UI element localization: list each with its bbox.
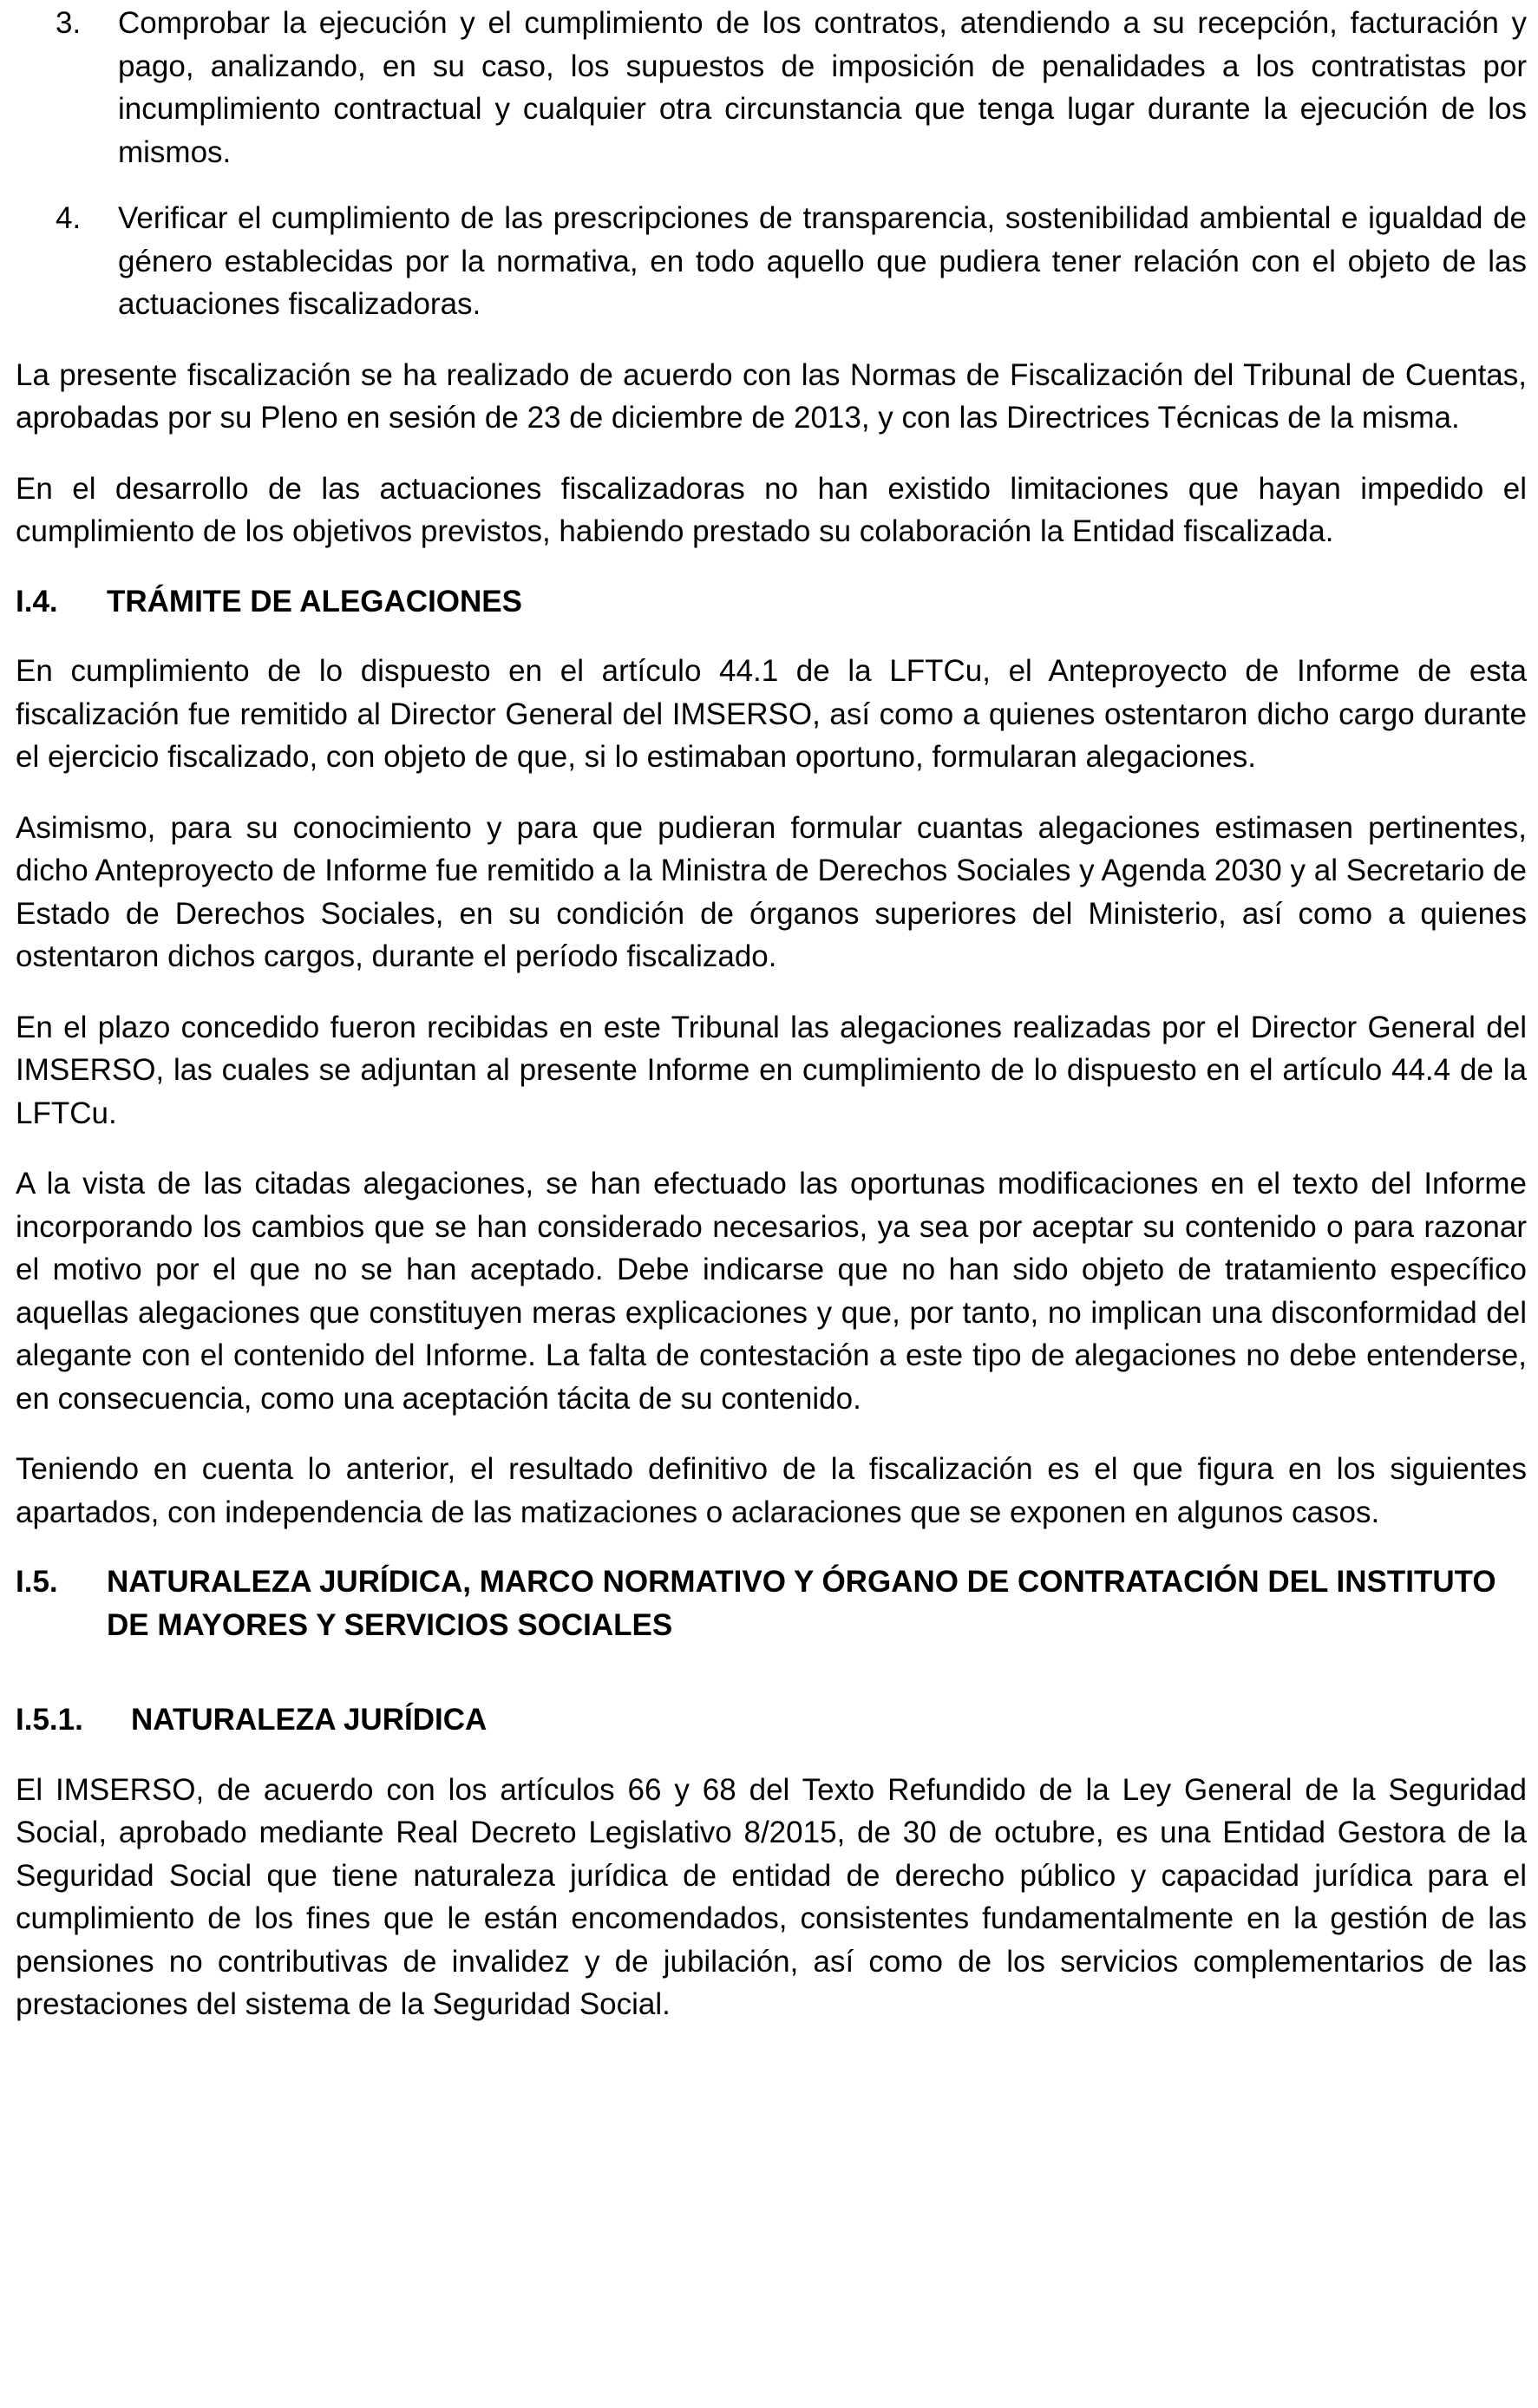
- document-page: [16, 0, 1527, 2026]
- section-heading-i4: [16, 580, 1527, 624]
- section-number: I.4.: [16, 584, 58, 618]
- paragraph-alegaciones-modificaciones: A la vista de las citadas alegaciones, se han efectuado las oportunas modificaciones en el texto del Informe incorporando los cambios que se han considerado necesarios, ya sea por aceptar su contenido o para razonar el motivo por el que no se han aceptado. Debe indicarse que no han sido objeto de tratamiento específico aquellas alegaciones que constituyen meras explicaciones y que, por tanto, no implican una disconformidad del alegante con el contenido del Informe. La falta de contestación a este tipo de alegaciones no debe entenderse, en consecuencia, como una aceptación tácita de su contenido.: [16, 1167, 1527, 1416]
- list-item: [16, 197, 1527, 326]
- list-item-text: Comprobar la ejecución y el cumplimiento de los contratos, atendiendo a su recepción, facturación y pago, analizando, en su caso, los supuestos de imposición de penalidades a los contratistas por incumplimiento contractual y cualquier otra circunstancia que tenga lugar durante la ejecución de los mismos.: [118, 6, 1527, 169]
- list-item-text: Verificar el cumplimiento de las prescripciones de transparencia, sostenibilidad ambiental e igualdad de género establecidas por la normativa, en todo aquello que pudiera tener relación con el objeto de las actuaciones fiscalizadoras.: [118, 201, 1527, 321]
- list-item-number: 4.: [56, 201, 82, 235]
- section-number: I.5.: [16, 1565, 58, 1599]
- section-number: I.5.1.: [16, 1703, 83, 1737]
- paragraph-resultado-definitivo: Teniendo en cuenta lo anterior, el resultado definitivo de la fiscalización es el que figura en los siguientes apartados, con independencia de las matizaciones o aclaraciones que se exponen en algunos casos.: [16, 1452, 1527, 1529]
- objectives-list: [16, 2, 1527, 326]
- section-heading-i5: [16, 1561, 1527, 1646]
- section-title: NATURALEZA JURÍDICA, MARCO NORMATIVO Y ÓRGANO DE CONTRATACIÓN DEL INSTITUTO DE MAYORES Y SERVICIOS SOCIALES: [107, 1565, 1496, 1642]
- paragraph-alegaciones-remision: En cumplimiento de lo dispuesto en el artículo 44.1 de la LFTCu, el Anteproyecto de Informe de esta fiscalización fue remitido al Director General del IMSERSO, así como a quienes ostentaron dicho cargo durante el ejercicio fiscalizado, con objeto de que, si lo estimaban oportuno, formularan alegaciones.: [16, 654, 1527, 774]
- paragraph-normas-fiscalizacion: La presente fiscalización se ha realizado de acuerdo con las Normas de Fiscalización del Tribunal de Cuentas, aprobadas por su Pleno en sesión de 23 de diciembre de 2013, y con las Directrices Técnicas de la misma.: [16, 357, 1527, 435]
- paragraph-alegaciones-recibidas: En el plazo concedido fueron recibidas en este Tribunal las alegaciones realizadas por el Director General del IMSERSO, las cuales se adjuntan al presente Informe en cumplimiento de lo dispuesto en el artículo 44.4 de la LFTCu.: [16, 1010, 1527, 1130]
- list-item: [16, 2, 1527, 173]
- paragraph-limitaciones: En el desarrollo de las actuaciones fiscalizadoras no han existido limitaciones que hayan impedido el cumplimiento de los objetivos previstos, habiendo prestado su colaboración la Entidad fiscalizada.: [16, 471, 1527, 548]
- paragraph-alegaciones-ministerio: Asimismo, para su conocimiento y para que pudieran formular cuantas alegaciones estimasen pertinentes, dicho Anteproyecto de Informe fue remitido a la Ministra de Derechos Sociales y Agenda 2030 y al Secretario de Estado de Derechos Sociales, en su condición de órganos superiores del Ministerio, así como a quienes ostentaron dichos cargos, durante el período fiscalizado.: [16, 810, 1527, 973]
- section-title: NATURALEZA JURÍDICA: [131, 1703, 488, 1737]
- section-heading-i51: [16, 1698, 1527, 1742]
- section-title: TRÁMITE DE ALEGACIONES: [107, 584, 522, 618]
- list-item-number: 3.: [56, 6, 82, 40]
- paragraph-naturaleza-juridica: El IMSERSO, de acuerdo con los artículos 66 y 68 del Texto Refundido de la Ley General de la Seguridad Social, aprobado mediante Real Decreto Legislativo 8/2015, de 30 de octubre, es una Entidad Gestora de la Seguridad Social que tiene naturaleza jurídica de entidad de derecho público y capacidad jurídica para el cumplimiento de los fines que le están encomendados, consistentes fundamentalmente en la gestión de las pensiones no contributivas de invalidez y de jubilación, así como de los servicios complementarios de las prestaciones del sistema de la Seguridad Social.: [16, 1772, 1527, 2021]
